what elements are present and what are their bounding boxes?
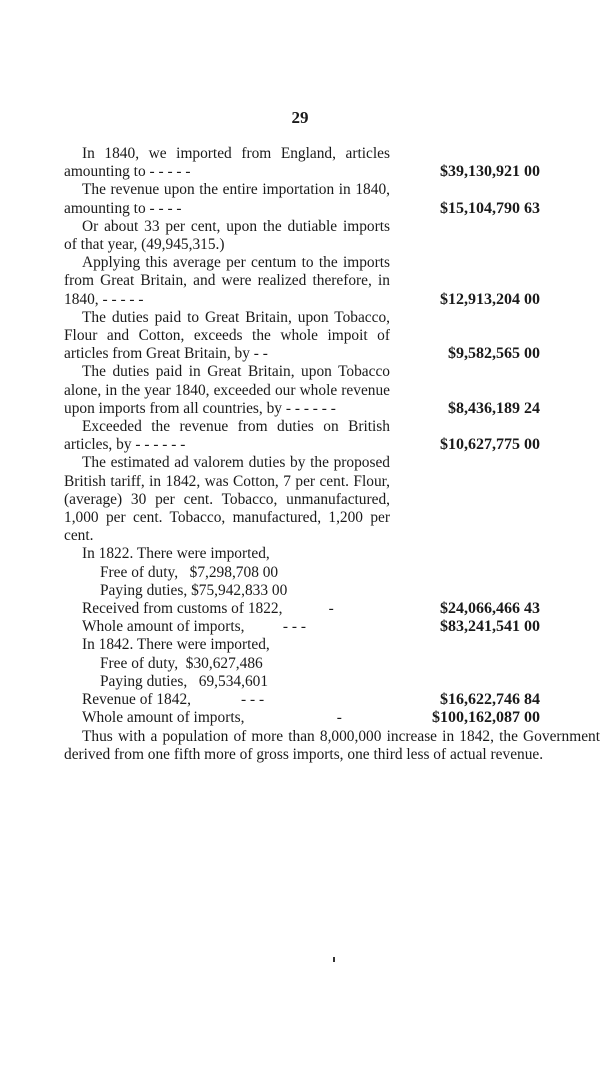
page-body <box>64 145 600 764</box>
label: Paying duties, <box>100 672 188 690</box>
entry-revenue-1840 <box>64 181 540 217</box>
entry-text: Applying this average per centum to the imports from Great Britain, and were realized therefore, in 1840, <box>64 254 390 308</box>
entry-amount: $12,913,204 00 <box>440 290 540 308</box>
entry-text: The duties paid to Great Britain, upon Tobacco, Flour and Cotton, exceeds the whole impoit of articles from Great Britain, by <box>64 308 390 363</box>
value: $75,942,833 00 <box>191 581 288 599</box>
value: $100,162,087 00 <box>432 709 540 727</box>
value: $83,241,541 00 <box>440 618 540 636</box>
paying-duties-1842 <box>64 673 540 691</box>
entry-england-imports <box>64 145 540 181</box>
closing-paragraph: Thus with a population of more than 8,000,000 increase in 1842, the Government derived from one fifth more of gross imports, one third less of actual revenue. <box>64 727 600 763</box>
entry-text: The duties paid in Great Britain, upon Tobacco alone, in the year 1840, exceeded our whole revenue upon imports from all countries, by <box>64 363 390 417</box>
entry-amount: $9,582,565 00 <box>448 345 540 363</box>
free-of-duty-1822 <box>64 564 540 582</box>
entry-duties-tobacco-alone <box>64 363 540 418</box>
value: 69,534,601 <box>198 672 269 690</box>
entry-exceeded-british <box>64 418 540 454</box>
label: Free of duty, <box>100 654 179 672</box>
leader-dashes: - - - - - <box>102 290 144 308</box>
entry-dutiable-percent <box>64 218 540 254</box>
value: $24,066,466 43 <box>440 600 540 618</box>
leader-dashes: - - - <box>282 618 306 636</box>
whole-imports-1842 <box>64 709 540 727</box>
page-number: 29 <box>291 108 309 127</box>
free-of-duty-1842 <box>64 655 540 673</box>
label: Whole amount of imports, <box>82 618 245 636</box>
entry-amount: $39,130,921 00 <box>440 163 540 181</box>
entry-text: Exceeded the revenue from duties on British articles, by <box>64 418 390 454</box>
leader-dashes: - <box>328 600 334 618</box>
entry-duties-tobacco-flour-cotton <box>64 309 540 364</box>
heading-1842: In 1842. There were imported, <box>82 636 270 654</box>
entry-text: Or about 33 per cent, upon the dutiable imports of that year, (49,945,315.) <box>64 217 390 254</box>
leader-dashes: - - - - - <box>149 163 191 181</box>
leader-dashes: - - - <box>241 691 265 709</box>
revenue-1842 <box>64 691 540 709</box>
section-1822 <box>64 545 540 636</box>
label: Free of duty, <box>100 563 179 581</box>
entry-amount: $10,627,775 00 <box>440 436 540 454</box>
value: $7,298,708 00 <box>189 563 279 581</box>
paying-duties-1822 <box>64 582 540 600</box>
leader-dashes: - <box>336 709 342 727</box>
received-customs-1822 <box>64 600 540 618</box>
entry-amount: $8,436,189 24 <box>448 399 540 417</box>
label: Paying duties, <box>100 581 188 599</box>
label: Received from customs of 1822, <box>82 600 283 618</box>
entry-british-tariff <box>64 454 540 545</box>
leader-dashes: - - - - - - <box>135 436 186 454</box>
entry-realized-1840 <box>64 254 540 309</box>
scan-speck <box>333 957 335 962</box>
entry-text: In 1840, we imported from England, articles amounting to <box>64 145 390 181</box>
section-1842 <box>64 636 540 727</box>
entry-amount: $15,104,790 63 <box>440 199 540 217</box>
whole-imports-1822 <box>64 618 540 636</box>
value: $30,627,486 <box>185 654 263 672</box>
leader-dashes: - - - - <box>149 199 182 217</box>
label: Revenue of 1842, <box>82 691 191 709</box>
entry-text: The revenue upon the entire importation in 1840, amounting to <box>64 181 390 217</box>
label: Whole amount of imports, <box>82 709 245 727</box>
leader-dashes: - - - - - - <box>285 399 336 417</box>
heading-1822: In 1822. There were imported, <box>82 545 270 563</box>
value: $16,622,746 84 <box>440 691 540 709</box>
entry-text: The estimated ad valorem duties by the proposed British tariff, in 1842, was Cotton, 7 per cent. Flour, (average) 30 per cent. Tobacco, unmanufactured, 1,000 per cent. Tobacco, manufactured, 1,200 per cent. <box>64 454 390 545</box>
leader-dashes: - - <box>253 345 268 363</box>
